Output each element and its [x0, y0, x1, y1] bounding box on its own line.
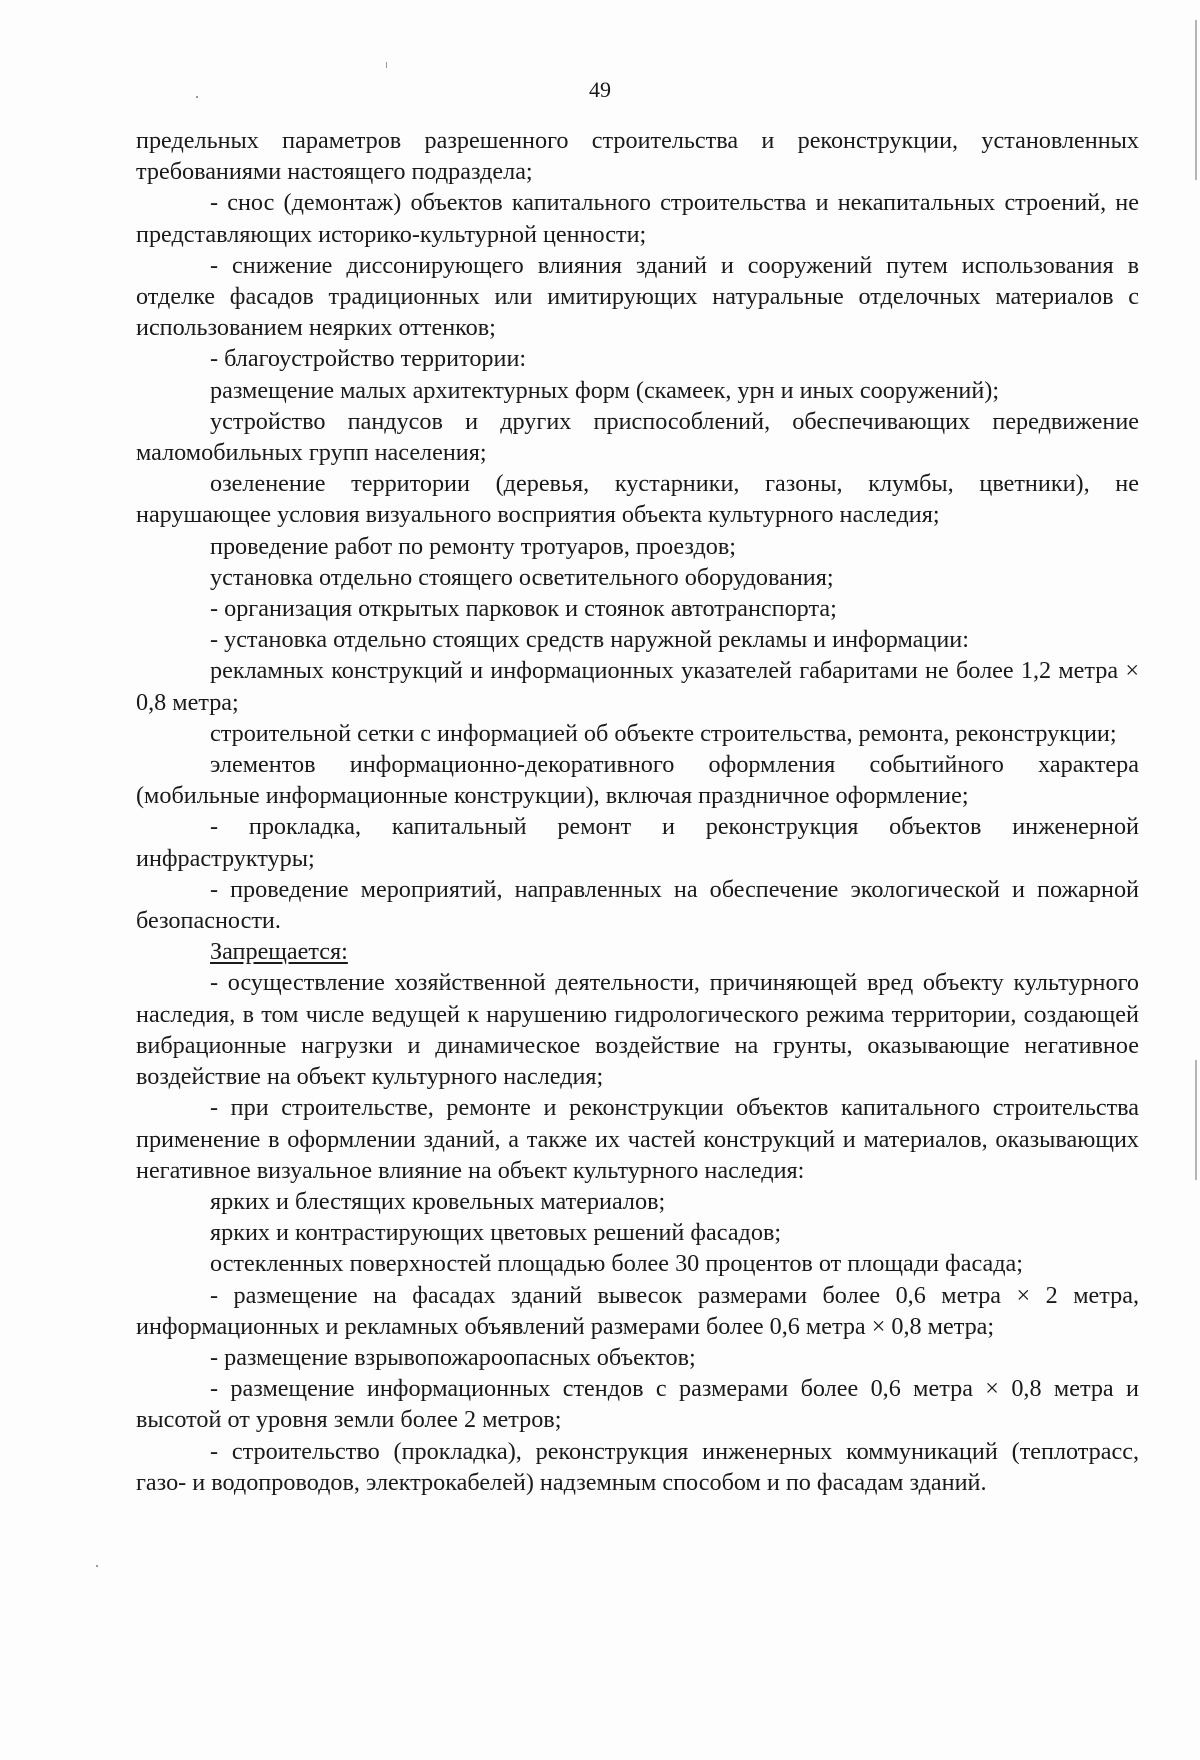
paragraph: - при строительстве, ремонте и реконструкции объектов капитального строительства применение в оформлении зданий, а также их частей конструкций и материалов, оказывающих негативное визуальное влияние на объект культурного наследия: — [136, 1094, 1139, 1184]
page-number: 49 — [589, 77, 611, 102]
paragraph: - благоустройство территории: — [210, 345, 527, 373]
section-heading: Запрещается: — [210, 938, 348, 966]
scan-speck — [96, 1565, 98, 1567]
paragraph: - строительство (прокладка), реконструкция инженерных коммуникаций (теплотрасс, газо- и водопроводов, электрокабелей) надземным способом и по фасадам зданий. — [136, 1437, 1139, 1496]
paragraph: - прокладка, капитальный ремонт и реконструкция объектов инженерной инфраструктуры; — [136, 813, 1139, 872]
paragraph: установка отдельно стоящего осветительного оборудования; — [210, 563, 834, 591]
paragraph: предельных параметров разрешенного строительства и реконструкции, установленных требованиями настоящего подраздела; — [136, 127, 1139, 186]
paragraph: - проведение мероприятий, направленных на обеспечение экологической и пожарной безопасности. — [136, 875, 1139, 935]
paragraph: рекламных конструкций и информационных указателей габаритами не более 1,2 метра × 0,8 метра; — [136, 657, 1139, 716]
paragraph: - организация открытых парковок и стоянок автотранспорта; — [210, 595, 837, 623]
paragraph: остекленных поверхностей площадью более 30 процентов от площади фасада; — [210, 1250, 1023, 1278]
paragraph: ярких и контрастирующих цветовых решений фасадов; — [210, 1219, 782, 1247]
paragraph: ярких и блестящих кровельных материалов; — [210, 1187, 666, 1215]
paragraph: проведение работ по ремонту тротуаров, проездов; — [210, 532, 737, 560]
paragraph: - установка отдельно стоящих средств наружной рекламы и информации: — [210, 626, 969, 654]
paragraph: озеленение территории (деревья, кустарники, газоны, клумбы, цветники), не нарушающее условия визуального восприятия объекта культурного наследия; — [136, 470, 1139, 529]
paragraph: устройство пандусов и других приспособлений, обеспечивающих передвижение маломобильных групп населения; — [136, 407, 1139, 467]
paragraph: элементов информационно-декоративного оформления событийного характера (мобильные информационные конструкции), включая праздничное оформление; — [136, 751, 1139, 810]
paragraph: - размещение информационных стендов с размерами более 0,6 метра × 0,8 метра и высотой от уровня земли более 2 метров; — [136, 1375, 1139, 1434]
document-body — [136, 125, 1139, 1498]
paragraph: - размещение взрывопожароопасных объектов; — [210, 1343, 696, 1371]
paragraph: строительной сетки с информацией об объекте строительства, ремонта, реконструкции; — [210, 719, 1117, 747]
paragraph: - размещение на фасадах зданий вывесок размерами более 0,6 метра × 2 метра, информационных и рекламных объявлений размерами более 0,6 метра × 0,8 метра; — [136, 1281, 1139, 1340]
paragraph: - осуществление хозяйственной деятельности, причиняющей вред объекту культурного наследия, в том числе ведущей к нарушению гидрологического режима территории, создающей вибрационные нагрузки и динамическое воздействие на грунты, оказывающие негативное воздействие на объект культурного наследия; — [136, 969, 1139, 1091]
paragraph: - снижение диссонирующего влияния зданий и сооружений путем использования в отделке фасадов традиционных или имитирующих натуральные отделочных материалов с использованием неярких оттенков; — [136, 251, 1139, 342]
scan-speck — [386, 62, 387, 68]
paragraph: размещение малых архитектурных форм (скамеек, урн и иных сооружений); — [210, 376, 1000, 404]
paragraph: - снос (демонтаж) объектов капитального строительства и некапитальных строений, не представляющих историко-культурной ценности; — [136, 189, 1139, 248]
scan-edge-shadow — [1195, 1060, 1197, 1180]
